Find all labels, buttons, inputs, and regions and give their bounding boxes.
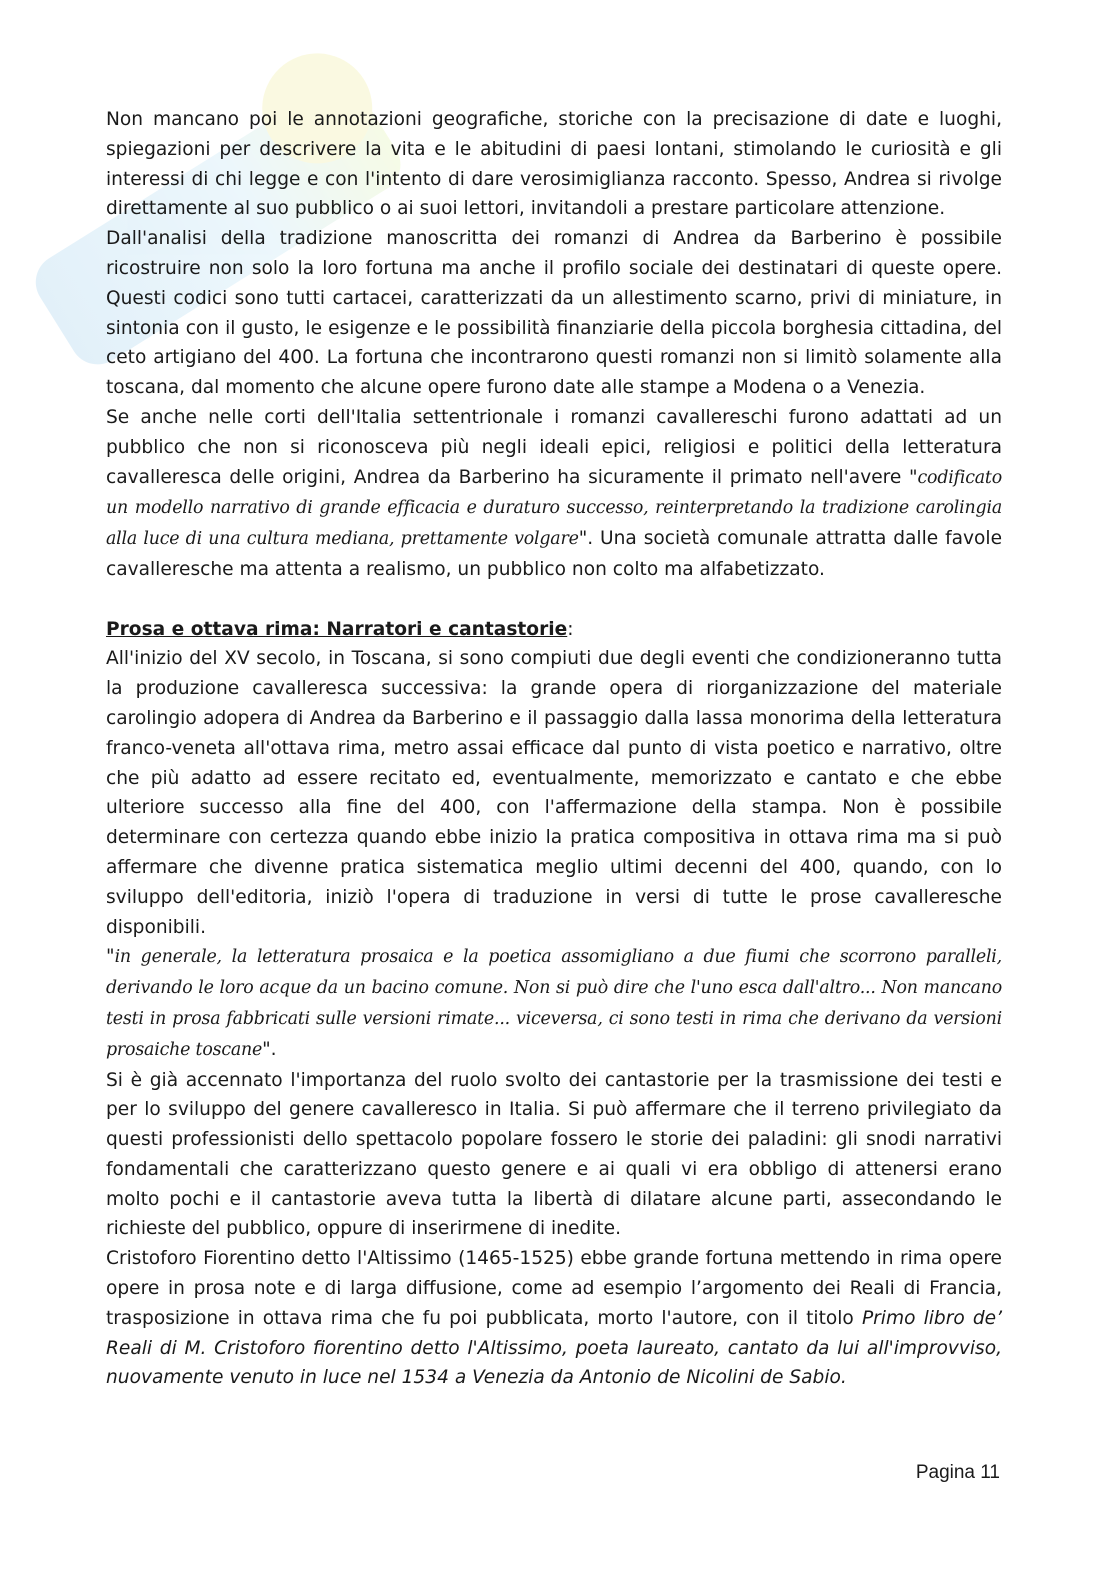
paragraph-altissimo — [106, 1244, 1002, 1393]
section-heading — [106, 615, 1002, 645]
paragraph-andrea-primacy — [106, 403, 1002, 585]
paragraph-text: ". Una società comunale attratta dalle favole cavalleresche ma attenta a realismo, un pubblico non colto ma alfabetizzato. — [106, 528, 1003, 580]
paragraph-cantastorie: Si è già accennato l'importanza del ruolo svolto dei cantastorie per la trasmissione dei testi e per lo sviluppo del genere cavalleresco in Italia. Si può affermare che il terreno privilegiato da questi professionisti dello spettacolo popolare fossero le storie dei paladini: gli snodi narrativi fondamentali che caratterizzano questo genere e ai quali vi era obbligo di attenersi erano molto pochi e il cantastorie aveva tutta la libertà di dilatare alcune parti, assecondando le richieste del pubblico, oppure di inserirmene di inedite. — [106, 1069, 1002, 1240]
quote-mark-close: ". — [262, 1038, 277, 1060]
block-quote: in generale, la letteratura prosaica e la poetica assomigliano a due fiumi che scorrono paralleli, derivando le loro acque da un bacino comune. Non si può dire che l'uno esca dall'altro... Non mancano testi in prosa fabbricati sulle versioni rimate... viceversa, ci sono testi in rima che derivano da versioni prosaiche toscane — [106, 947, 1002, 1060]
document-body — [106, 105, 1002, 1393]
paragraph-text: Cristoforo Fiorentino detto l'Altissimo (1465-1525) ebbe grande fortuna mettendo in rima opere opere in prosa note e di larga diffusione, come ad esempio l’argomento dei Reali di Francia, trasposizione in ottava rima che fu poi pubblicata, morto l'autore, con il titolo — [106, 1248, 1002, 1329]
paragraph-ottava-rima: All'inizio del XV secolo, in Toscana, si sono compiuti due degli eventi che condizioneranno tutta la produzione cavalleresca successiva: la grande opera di riorganizzazione del materiale carolingio adopera di Andrea da Barberino e il passaggio dalla lassa monorima della letteratura franco-veneta all'ottava rima, metro assai efficace dal punto di vista poetico e narrativo, oltre che più adatto ad essere recitato ed, eventualmente, memorizzato e cantato e che ebbe ulteriore successo alla fine del 400, con l'affermazione della stampa. Non è possibile determinare con certezza quando ebbe inizio la pratica compositiva in ottava rima ma si può affermare che divenne pratica sistematica meglio ultimi decenni del 400, quando, con lo sviluppo dell'editoria, iniziò l'opera di traduzione in versi di tutte le prose cavalleresche disponibili. — [106, 648, 1002, 938]
paragraph-manuscript-tradition: Dall'analisi della tradizione manoscritta dei romanzi di Andrea da Barberino è possibile ricostruire non solo la loro fortuna ma anche il profilo sociale dei destinatari di queste opere. Questi codici sono tutti cartacei, caratterizzati da un allestimento scarno, privi di miniature, in sintonia con il gusto, le esigenze e le possibilità finanziarie della piccola borghesia cittadina, del ceto artigiano del 400. La fortuna che incontrarono questi romanzi non si limitò solamente alla toscana, dal momento che alcune opere furono date alle stampe a Modena o a Venezia. — [106, 228, 1002, 399]
book-title: Primo libro de’ Reali di M. Cristoforo fiorentino detto l'Altissimo, poeta laureato, cantato da lui all'improvviso, nuovamente venuto in luce nel 1534 a Venezia da Antonio de Nicolini de Sabio. — [106, 1307, 1003, 1389]
page-number: Pagina 11 — [915, 1462, 1000, 1483]
paragraph-annotations: Non mancano poi le annotazioni geografiche, storiche con la precisazione di date e luoghi, spiegazioni per descrivere la vita e le abitudini di paesi lontani, stimolando le curiosità e gli interessi di chi legge e con l'intento di dare verosimiglianza racconto. Spesso, Andrea si rivolge direttamente al suo pubblico o ai suoi lettori, invitandoli a prestare particolare attenzione. — [106, 109, 1002, 220]
section-heading-title: Prosa e ottava rima: Narratori e cantastorie — [106, 618, 568, 640]
section-heading-colon: : — [567, 618, 574, 640]
inline-quote: codificato un modello narrativo di grande efficacia e duraturo successo, reinterpretando la tradizione carolingia alla luce di una cultura mediana, prettamente volgare — [106, 467, 1002, 550]
paragraph-quote-rivers — [106, 942, 1002, 1065]
quote-mark-open: " — [106, 946, 115, 968]
paragraph-text: Se anche nelle corti dell'Italia settentrionale i romanzi cavallereschi furono adattati ad un pubblico che non si riconosceva più negli ideali epici, religiosi e politici della letteratura cavalleresca delle origini, Andrea da Barberino ha sicuramente il primato nell'avere " — [106, 406, 1002, 488]
